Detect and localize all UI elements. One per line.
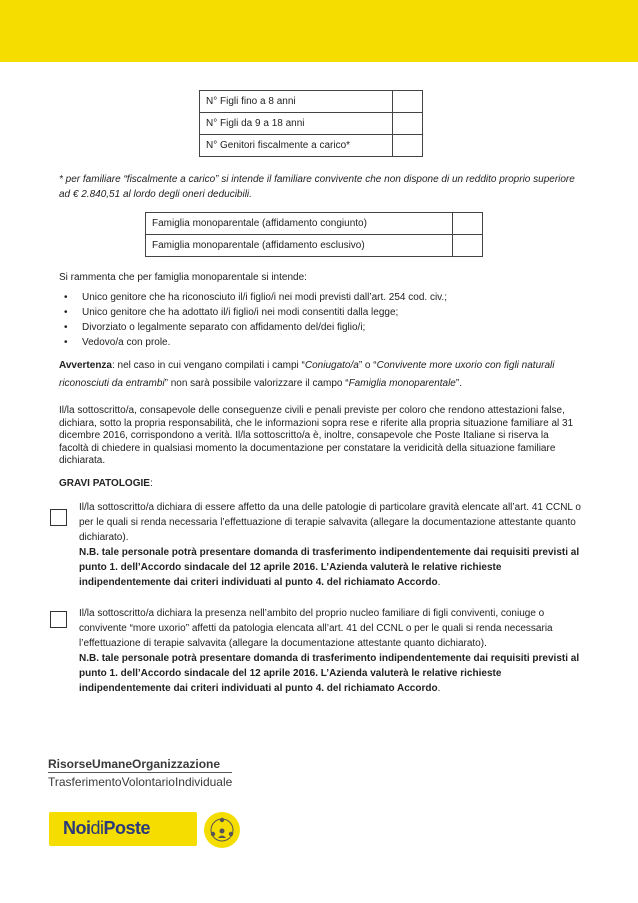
heading-text: GRAVI PATOLOGIE bbox=[59, 478, 150, 489]
patologia-end: . bbox=[437, 683, 441, 694]
people-network-icon bbox=[203, 811, 241, 849]
avvertenza-italic: Convivente more uxorio con figli naturali riconosciuti da entrambi bbox=[59, 360, 555, 389]
avvertenza-paragraph bbox=[59, 357, 579, 393]
avvertenza-text: ” o “ bbox=[358, 360, 377, 371]
value-cell[interactable] bbox=[453, 213, 483, 235]
list-item: • Vedovo/a con prole. bbox=[62, 335, 447, 350]
avvertenza-italic: Famiglia monoparentale bbox=[348, 378, 456, 389]
row-label: Famiglia monoparentale (affidamento congiunto) bbox=[146, 213, 453, 235]
logo-text bbox=[63, 818, 150, 839]
table-row bbox=[200, 135, 423, 157]
patologia-nb: N.B. tale personale potrà presentare domanda di trasferimento indipendentemente dai requisiti previsti al punto 1. dell’Accordo sindacale del 12 aprile 2016. L’Azienda valuterà le relative richieste indipendentemente dai criteri individuati al punto 4. del richiamato Accordo bbox=[79, 547, 580, 588]
list-item: • Divorziato o legalmente separato con affidamento del/dei figlio/i; bbox=[62, 320, 447, 335]
avvertenza-label: Avvertenza bbox=[59, 360, 112, 371]
list-item: • Unico genitore che ha riconosciuto il/i figlio/i nei modi previsti dall’art. 254 cod. civ.; bbox=[62, 290, 447, 305]
value-cell[interactable] bbox=[393, 91, 423, 113]
header-yellow-bar bbox=[0, 0, 638, 62]
table-monoparentale bbox=[145, 212, 483, 257]
value-cell[interactable] bbox=[453, 235, 483, 257]
logo-part: di bbox=[90, 818, 104, 838]
logo-part: Poste bbox=[103, 818, 151, 838]
bullet-list bbox=[62, 290, 447, 350]
row-label: N° Figli fino a 8 anni bbox=[200, 91, 393, 113]
patologia-nb: N.B. tale personale potrà presentare domanda di trasferimento indipendentemente dai requisiti previsti al punto 1. dell’Accordo sindacale del 12 aprile 2016. L’Azienda valuterà le relative richieste indipendentemente dai criteri individuati al punto 4. del richiamato Accordo bbox=[79, 653, 580, 694]
logo-part: Noi bbox=[63, 818, 91, 838]
patologia-desc: Il/la sottoscritto/a dichiara di essere affetto da una delle patologie di particolare gravità elencate all’art. 41 CCNL o per le quali si renda necessaria l’effettuazione di terapie salvavita (allegare la documentazione attestante quanto dichiarato). bbox=[79, 502, 581, 543]
gravi-patologie-heading bbox=[59, 478, 153, 489]
value-cell[interactable] bbox=[393, 135, 423, 157]
table-figli bbox=[199, 90, 423, 157]
avvertenza-text: ”. bbox=[455, 378, 462, 389]
table-row bbox=[200, 91, 423, 113]
dichiarazione-paragraph: Il/la sottoscritto/a, consapevole delle conseguenze civili e penali previste per coloro che rendono attestazioni false, dichiara, sotto la propria responsabilità, che le informazioni sopra rese e riferite alla propria situazione familiare al 31 dicembre 2016, corrispondono a verità. Il/la sottoscritto/a è, inoltre, consapevole che Poste Italiane si riserva la facoltà di chiedere in qualsiasi momento la documentazione per constatare la veridicità della situazione familiare dichiarata. bbox=[59, 405, 574, 466]
list-item: • Unico genitore che ha adottato il/i figlio/i nei modi consentiti dalla legge; bbox=[62, 305, 447, 320]
patologia-propria-checkbox[interactable] bbox=[50, 509, 67, 526]
table-row bbox=[200, 113, 423, 135]
row-label: N° Genitori fiscalmente a carico* bbox=[200, 135, 393, 157]
intro-text: Si rammenta che per famiglia monoparentale si intende: bbox=[59, 272, 307, 283]
avvertenza-text: ” non sarà possibile valorizzare il campo “ bbox=[164, 378, 349, 389]
heading-colon: : bbox=[149, 478, 153, 489]
footer-document-type: TrasferimentoVolontarioIndividuale bbox=[48, 775, 233, 789]
footer-department: RisorseUmaneOrganizzazione bbox=[48, 757, 232, 773]
patologia-propria-text bbox=[79, 500, 584, 590]
table-row bbox=[146, 235, 483, 257]
patologia-familiare-checkbox[interactable] bbox=[50, 611, 67, 628]
noidiposte-logo bbox=[49, 812, 197, 846]
patologia-end: . bbox=[437, 577, 441, 588]
value-cell[interactable] bbox=[393, 113, 423, 135]
patologia-desc: Il/la sottoscritto/a dichiara la presenza nell’ambito del proprio nucleo familiare di figli conviventi, coniuge o convivente “more uxorio” affetti da patologia elencata all’art. 41 del CCNL o per le quali si renda necessaria l’effettuazione di terapie salvavita (allegare la documentazione attestante quanto dichiarato). bbox=[79, 608, 553, 649]
row-label: Famiglia monoparentale (affidamento esclusivo) bbox=[146, 235, 453, 257]
row-label: N° Figli da 9 a 18 anni bbox=[200, 113, 393, 135]
avvertenza-italic: Coniugato/a bbox=[304, 360, 359, 371]
patologia-familiare-text bbox=[79, 606, 584, 696]
table-row bbox=[146, 213, 483, 235]
avvertenza-text: : nel caso in cui vengano compilati i campi “ bbox=[112, 360, 305, 371]
footnote-carico: * per familiare “fiscalmente a carico” si intende il familiare convivente che non dispone di un reddito proprio superiore ad € 2.840,51 al lordo degli oneri deducibili. bbox=[59, 174, 575, 200]
